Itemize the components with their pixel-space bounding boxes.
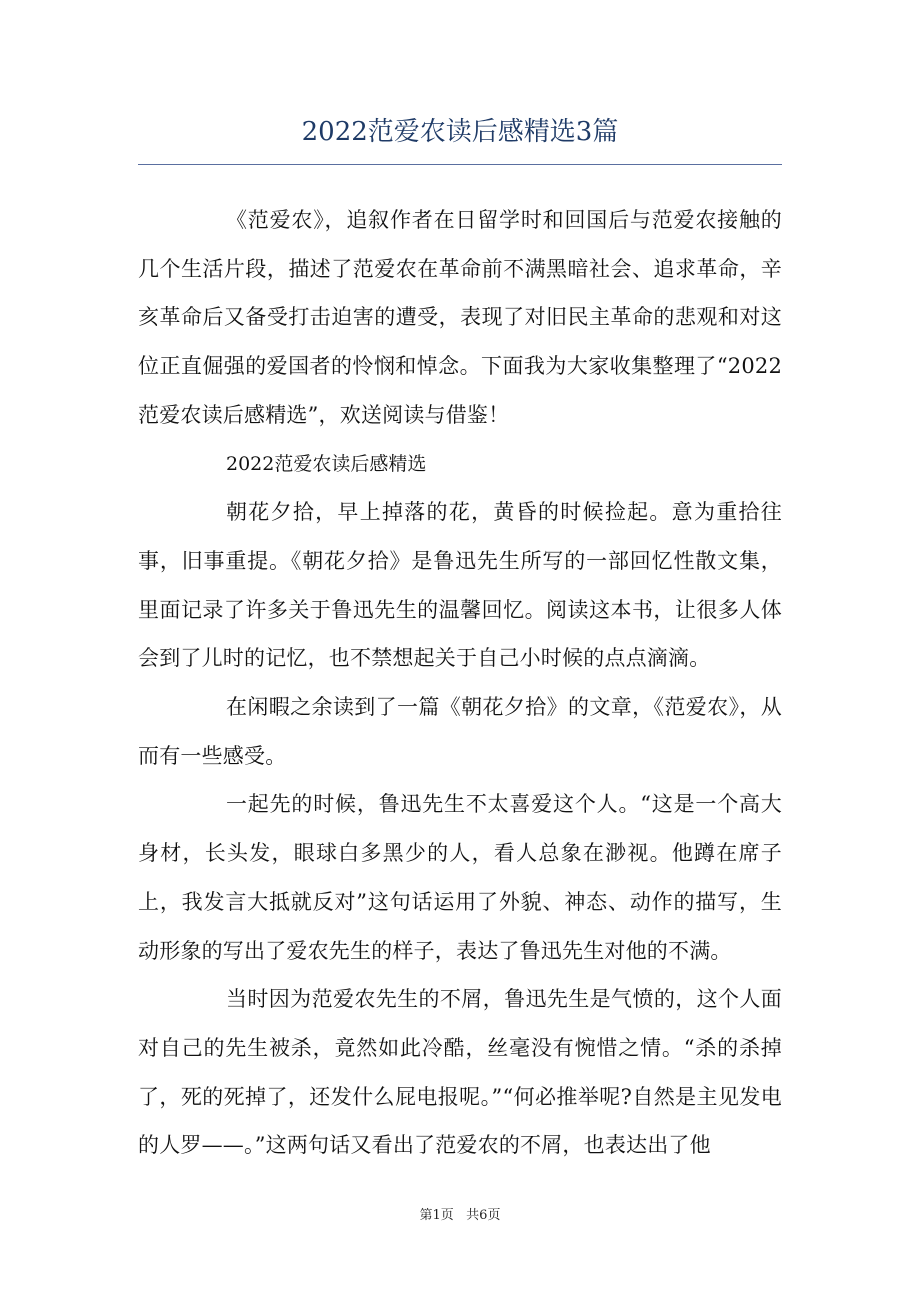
document-title: 2022范爱农读后感精选3篇 <box>301 117 619 147</box>
body-paragraph: 当时因为范爱农先生的不屑，鲁迅先生是气愤的，这个人面对自己的先生被杀，竟然如此冷酷，丝毫没有惋惜之情。“杀的杀掉了，死的死掉了，还发什么屁电报呢。”“何必推举呢?自然是主见发电的人罗——。”这两句话又看出了范爱农的不屑，也表达出了他 <box>138 987 782 1158</box>
body-paragraph: 朝花夕拾，早上掉落的花，黄昏的时候捡起。意为重拾往事，旧事重提。《朝花夕拾》是鲁迅先生所写的一部回忆性散文集，里面记录了许多关于鲁迅先生的温馨回忆。阅读这本书，让很多人体会到了儿时的记忆，也不禁想起关于自己小时候的点点滴滴。 <box>138 500 782 671</box>
title-divider <box>138 164 782 165</box>
intro-paragraph: 《范爱农》，追叙作者在日留学时和回国后与范爱农接触的几个生活片段，描述了范爱农在革命前不满黑暗社会、追求革命，辛亥革命后又备受打击迫害的遭受，表现了对旧民主革命的悲观和对这位正直倔强的爱国者的怜悯和悼念。下面我为大家收集整理了“2022范爱农读后感精选”，欢送阅读与借鉴！ <box>138 208 782 427</box>
document-body <box>138 196 782 1170</box>
page-footer: 第1页 共6页 <box>419 1208 501 1223</box>
section-heading: 2022范爱农读后感精选 <box>226 452 427 475</box>
body-paragraph: 一起先的时候，鲁迅先生不太喜爱这个人。“这是一个高大身材，长头发，眼球白多黑少的人，看人总象在渺视。他蹲在席子上，我发言大抵就反对”这句话运用了外貌、神态、动作的描写，生动形象的写出了爱农先生的样子，表达了鲁迅先生对他的不满。 <box>138 792 782 963</box>
body-paragraph: 在闲暇之余读到了一篇《朝花夕拾》的文章，《范爱农》，从而有一些感受。 <box>138 695 782 768</box>
